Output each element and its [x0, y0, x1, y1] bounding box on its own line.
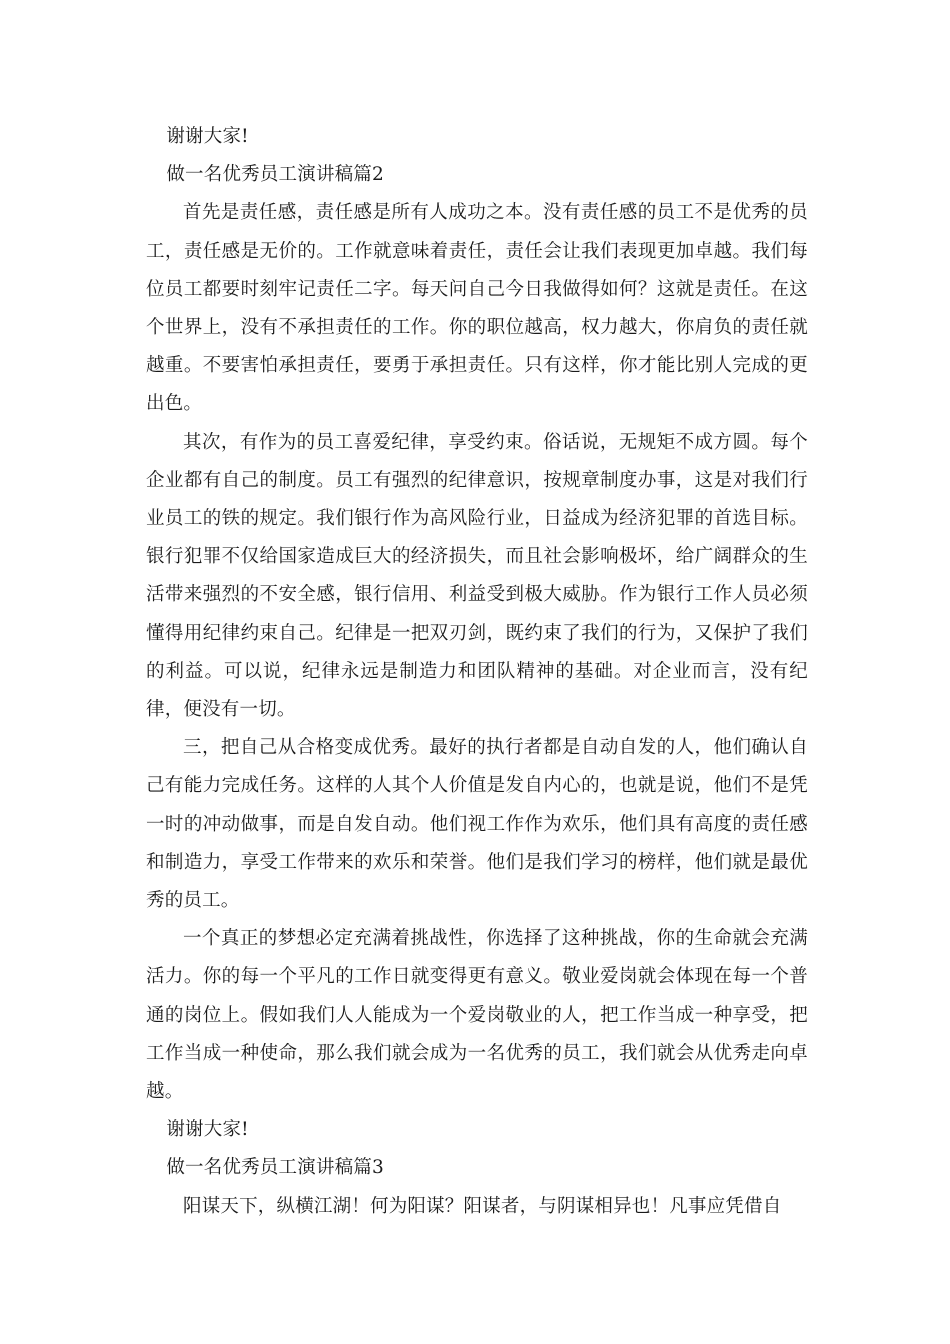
paragraph-responsibility: 首先是责任感，责任感是所有人成功之本。没有责任感的员工不是优秀的员工，责任感是无价的。工作就意味着责任，责任会让我们表现更加卓越。我们每位员工都要时刻牢记责任二字。每天问自己今日我做得如何？这就是责任。在这个世界上，没有不承担责任的工作。你的职位越高，权力越大，你肩负的责任就越重。不要害怕承担责任，要勇于承担责任。只有这样，你才能比别人完成的更出色。: [146, 202, 808, 415]
paragraph-excellence: 三，把自己从合格变成优秀。最好的执行者都是自动自发的人，他们确认自己有能力完成任务。这样的人其个人价值是发自内心的，也就是说，他们不是凭一时的冲动做事，而是自发自动。他们视工作作为欢乐，他们具有高度的责任感和制造力，享受工作带来的欢乐和荣誉。他们是我们学习的榜样，他们就是最优秀的员工。: [146, 737, 808, 912]
closing-thanks-1: 谢谢大家!: [166, 126, 249, 147]
paragraph-strategy: 阳谋天下，纵横江湖！何为阳谋？阳谋者，与阴谋相异也！凡事应凭借自: [183, 1195, 782, 1217]
section-heading-3: 做一名优秀员工演讲稿篇3: [166, 1157, 385, 1179]
closing-thanks-2: 谢谢大家!: [166, 1119, 249, 1141]
paragraph-discipline: 其次，有作为的员工喜爱纪律，享受约束。俗话说，无规矩不成方圆。每个企业都有自己的制度。员工有强烈的纪律意识，按规章制度办事，这是对我们行业员工的铁的规定。我们银行作为高风险行业，日益成为经济犯罪的首选目标。银行犯罪不仅给国家造成巨大的经济损失，而且社会影响极坏，给广阔群众的生活带来强烈的不安全感，银行信用、利益受到极大威胁。作为银行工作人员必须懂得用纪律约束自己。纪律是一把双刃剑，既约束了我们的行为，又保护了我们的利益。可以说，纪律永远是制造力和团队精神的基础。对企业而言，没有纪律，便没有一切。: [146, 431, 808, 721]
paragraph-dream: 一个真正的梦想必定充满着挑战性，你选择了这种挑战，你的生命就会充满活力。你的每一个平凡的工作日就变得更有意义。敬业爱岗就会体现在每一个普通的岗位上。假如我们人人能成为一个爱岗敬业的人，把工作当成一种享受，把工作当成一种使命，那么我们就会成为一名优秀的员工，我们就会从优秀走向卓越。: [146, 928, 808, 1103]
document-body: [146, 118, 808, 1226]
section-heading-2: 做一名优秀员工演讲稿篇2: [166, 164, 385, 186]
